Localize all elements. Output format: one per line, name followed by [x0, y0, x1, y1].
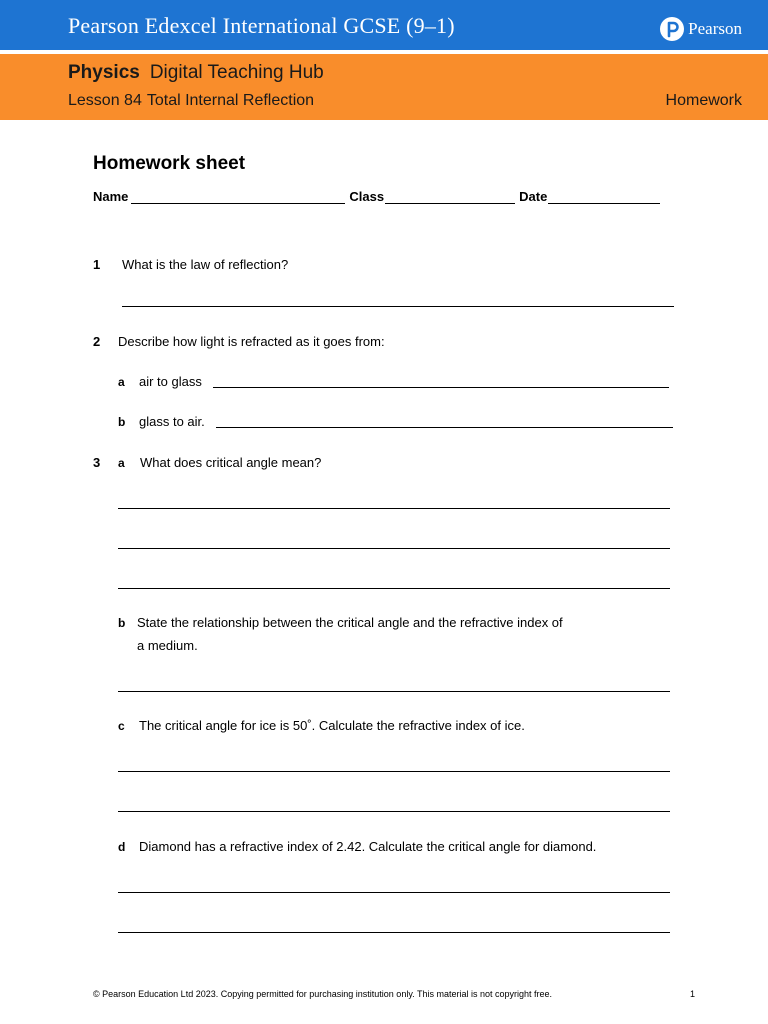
- pearson-logo: [660, 16, 742, 42]
- lesson-line: [68, 92, 314, 110]
- part-text: Diamond has a refractive index of 2.42. Calculate the critical angle for diamond.: [139, 839, 597, 854]
- part-label: a: [118, 456, 125, 470]
- part-label: d: [118, 840, 126, 854]
- date-field[interactable]: [548, 190, 660, 204]
- answer-line[interactable]: [213, 387, 669, 388]
- class-label: Class: [349, 189, 385, 204]
- question-number: 3: [93, 455, 101, 470]
- part-text-continued: a medium.: [137, 638, 198, 653]
- question-text: Describe how light is refracted as it goes from:: [118, 334, 385, 349]
- name-label: Name: [93, 189, 129, 204]
- part-label: a: [118, 375, 125, 389]
- answer-line[interactable]: [118, 932, 670, 933]
- top-banner: [0, 0, 768, 50]
- lesson-title: Total Internal Reflection: [146, 92, 315, 109]
- part-label: c: [118, 719, 125, 733]
- qualification-title: Pearson Edexcel International GCSE (9–1): [68, 13, 455, 38]
- question-number: 2: [93, 334, 101, 349]
- homework-tag: Homework: [665, 92, 742, 109]
- question-text: What is the law of reflection?: [122, 257, 289, 272]
- part-text: air to glass: [139, 374, 202, 389]
- part-label: b: [118, 616, 126, 630]
- pearson-p-icon: [660, 17, 684, 41]
- copyright-footer: © Pearson Education Ltd 2023. Copying permitted for purchasing institution only. This material is not copyright free.: [93, 989, 553, 999]
- hub-name: Digital Teaching Hub: [149, 62, 324, 83]
- answer-line[interactable]: [118, 811, 670, 812]
- part-text: glass to air.: [139, 414, 205, 429]
- part-text: State the relationship between the critical angle and the refractive index of: [137, 615, 563, 630]
- answer-line[interactable]: [118, 508, 670, 509]
- subject-name: Physics: [68, 62, 140, 83]
- part-label: b: [118, 415, 126, 429]
- answer-line[interactable]: [118, 771, 670, 772]
- pearson-wordmark: Pearson: [688, 19, 742, 38]
- part-text: The critical angle for ice is 50˚. Calculate the refractive index of ice.: [139, 718, 525, 733]
- lesson-number: Lesson 84: [68, 92, 142, 109]
- page-number: 1: [690, 989, 696, 999]
- subject-line: [68, 62, 324, 84]
- part-text: What does critical angle mean?: [140, 455, 322, 470]
- answer-line[interactable]: [118, 892, 670, 893]
- name-field[interactable]: [131, 190, 345, 204]
- question-number: 1: [93, 257, 101, 272]
- answer-line[interactable]: [122, 306, 674, 307]
- answer-line[interactable]: [216, 427, 673, 428]
- answer-line[interactable]: [118, 548, 670, 549]
- answer-line[interactable]: [118, 691, 670, 692]
- lesson-banner: [0, 54, 768, 120]
- sheet-title: Homework sheet: [93, 153, 246, 174]
- date-label: Date: [519, 189, 548, 204]
- student-details-row: [93, 189, 660, 204]
- answer-line[interactable]: [118, 588, 670, 589]
- class-field[interactable]: [385, 190, 515, 204]
